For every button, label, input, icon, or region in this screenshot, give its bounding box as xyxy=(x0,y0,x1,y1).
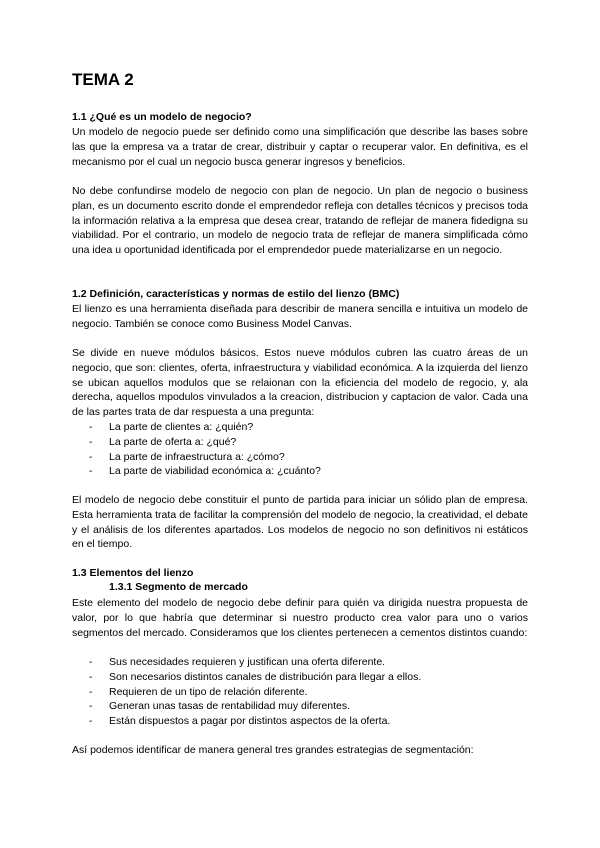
list-item xyxy=(72,670,528,685)
list-item-text: La parte de infraestructura a: ¿cómo? xyxy=(109,450,285,463)
list-item xyxy=(72,685,528,700)
segment-criteria-list xyxy=(72,655,528,729)
paragraph-1-3-a: Este elemento del modelo de negocio debe definir para quién va dirigida nuestra propuesta de valor, por lo que habría que determinar si nuestro producto crea valor para uno o varios segmentos del mercado. Consideramos que los clientes pertenecen a cementos distintos cuando: xyxy=(72,597,528,639)
list-item xyxy=(72,464,528,479)
list-dash: - xyxy=(89,670,93,683)
list-dash: - xyxy=(89,450,93,463)
paragraph-1-1-a: Un modelo de negocio puede ser definido como una simplificación que describe las bases sobre las que la empresa va a tratar de crear, distribuir y captar o recuperar valor. En definitiva, es el mecanismo por el cual un negocio busca generar ingresos y beneficios. xyxy=(72,126,528,168)
paragraph-1-1-b: No debe confundirse modelo de negocio con plan de negocio. Un plan de negocio o business plan, es un documento escrito donde el emprendedor refleja con detalles técnicos y precisos toda la información relativa a la empresa que desea crear, tratando de reflejar de manera fidedigna su viabilidad. Por el contrario, un modelo de negocio trata de reflejar de manera simplificada cómo una idea u oportunidad identificada por el emprendedor puede materializarse en un negocio. xyxy=(72,185,528,257)
paragraph-1-2-a: El lienzo es una herramienta diseñada para describir de manera sencilla e intuitiva un modelo de negocio. También se conoce como Business Model Canvas. xyxy=(72,303,528,330)
list-item xyxy=(72,435,528,450)
list-dash: - xyxy=(89,700,93,713)
list-dash: - xyxy=(89,421,93,433)
list-item-text: Están dispuestos a pagar por distintos aspectos de la oferta. xyxy=(109,715,391,728)
list-item-text: La parte de clientes a: ¿quién? xyxy=(109,421,254,433)
list-dash: - xyxy=(89,656,93,668)
paragraph-1-2-c: El modelo de negocio debe constituir el punto de partida para iniciar un sólido plan de empresa. Esta herramienta trata de facilitar la comprensión del modelo de negocio, la creatividad, el debate y el análisis de los diferentes apartados. Los modelos de negocio no son definitivos ni estáticos en el tiempo. xyxy=(72,494,528,551)
page-title: TEMA 2 xyxy=(72,70,134,89)
section-heading-1-3: 1.3 Elementos del lienzo xyxy=(72,567,194,579)
list-dash: - xyxy=(89,435,93,448)
list-item-text: Son necesarios distintos canales de distribución para llegar a ellos. xyxy=(109,670,422,683)
list-item-text: Generan unas tasas de rentabilidad muy diferentes. xyxy=(109,700,351,713)
list-item xyxy=(72,655,528,670)
list-item xyxy=(72,699,528,714)
question-list xyxy=(72,420,528,479)
list-item-text: Sus necesidades requieren y justifican una oferta diferente. xyxy=(109,656,386,668)
list-dash: - xyxy=(89,685,93,698)
section-heading-1-2: 1.2 Definición, características y normas de estilo del lienzo (BMC) xyxy=(72,288,400,300)
list-dash: - xyxy=(89,465,93,478)
paragraph-1-3-b: Así podemos identificar de manera general tres grandes estrategias de segmentación: xyxy=(72,744,474,756)
paragraph-1-2-b: Se divide en nueve módulos básicos. Estos nueve módulos cubren las cuatro áreas de un negocio, que son: clientes, oferta, infraestructura y viabilidad económica. A la izquierda del lienzo se ubican aquellos modulos que se relaionan con la eficiencia del modelo de regocio, y, ala derecha, aquellos mpodulos vinvulados a la creacion, distribucion y captacion de valor. Cada una de las partes trata de dar respuesta a una pregunta: xyxy=(72,347,528,419)
list-item xyxy=(72,714,528,729)
list-item xyxy=(72,450,528,465)
subsection-heading-1-3-1: 1.3.1 Segmento de mercado xyxy=(109,581,248,593)
list-item-text: La parte de oferta a: ¿qué? xyxy=(109,435,237,448)
list-item-text: La parte de viabilidad económica a: ¿cuánto? xyxy=(109,465,321,478)
section-heading-1-1: 1.1 ¿Qué es un modelo de negocio? xyxy=(72,111,252,123)
list-item xyxy=(72,420,528,435)
list-dash: - xyxy=(89,715,93,728)
list-item-text: Requieren de un tipo de relación diferente. xyxy=(109,685,308,698)
